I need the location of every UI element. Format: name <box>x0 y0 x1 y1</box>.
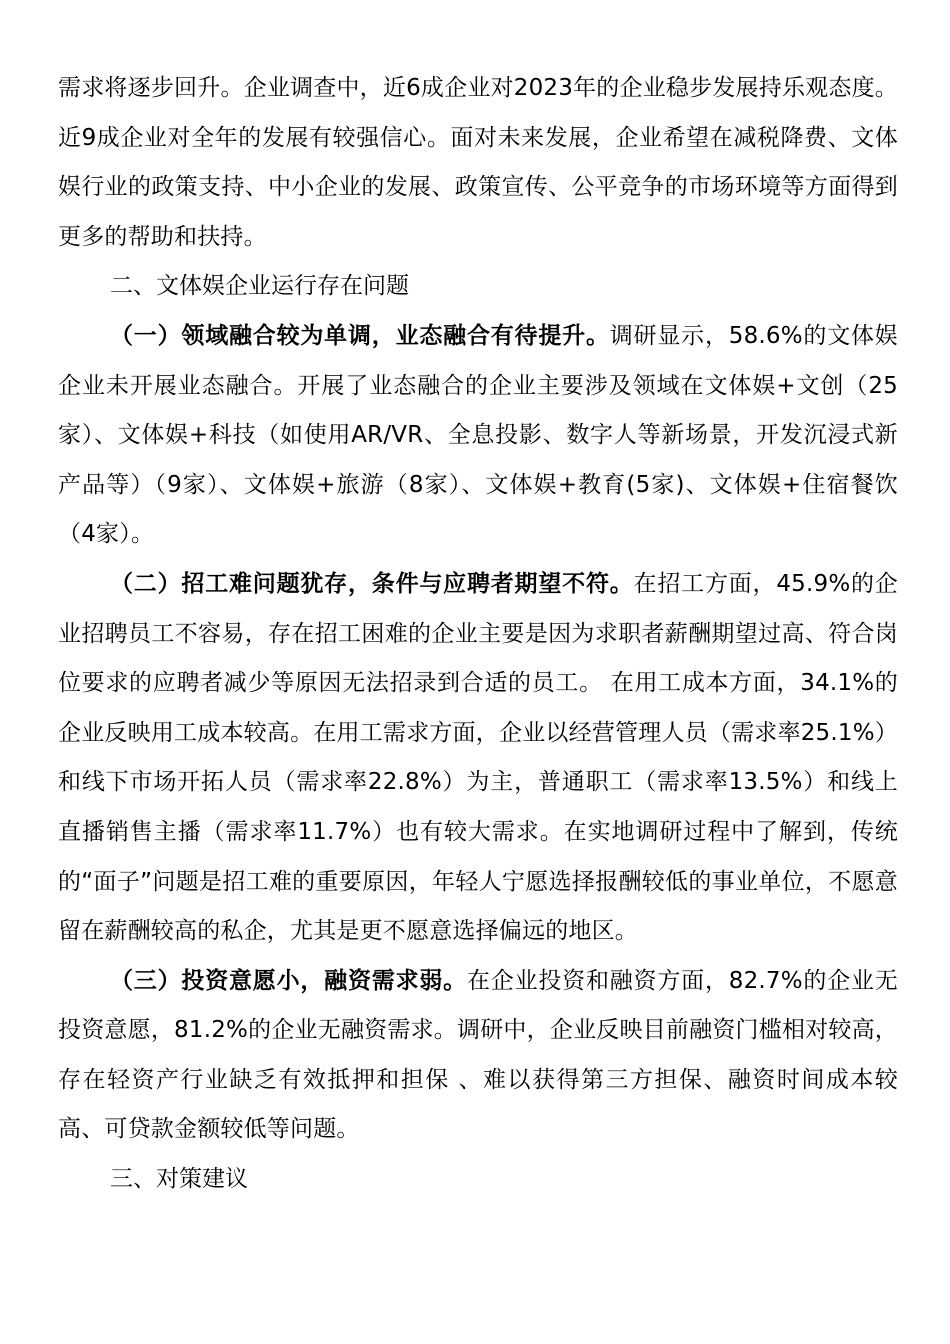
item-3-body: 在企业投资和融资方面，82.7%的企业无投资意愿，81.2%的企业无融资需求。调研中，企业反映目前融资门槛相对较高，存在轻资产行业缺乏有效抵押和担保 、难以获得第三方担保、融资时间成本较高、可贷款金额较低等问题。 <box>58 967 898 1143</box>
item-1-paragraph <box>58 312 898 560</box>
item-2-paragraph <box>58 560 898 957</box>
item-1-body: 调研显示，58.6%的文体娱企业未开展业态融合。开展了业态融合的企业主要涉及领域在文体娱+文创（25家）、文体娱+科技（如使用AR/VR、全息投影、数字人等新场景，开发沉浸式新产品等）（9家）、文体娱+旅游（8家）、文体娱+教育(5家)、文体娱+住宿餐饮（4家）。 <box>58 322 898 548</box>
item-2-body: 在招工方面，45.9%的企业招聘员工不容易，存在招工困难的企业主要是因为求职者薪酬期望过高、符合岗位要求的应聘者减少等原因无法招录到合适的员工。 在用工成本方面，34.1%的企业反映用工成本较高。在用工需求方面，企业以经营管理人员（需求率25.1%）和线下市场开拓人员（需求率22.8%）为主，普通职工（需求率13.5%）和线上直播销售主播（需求率11.7%）也有较大需求。在实地调研过程中了解到，传统的“面子”问题是招工难的重要原因，年轻人宁愿选择报酬较低的事业单位，不愿意留在薪酬较高的私企，尤其是更不愿意选择偏远的地区。 <box>58 570 898 945</box>
document-page <box>58 64 898 1205</box>
item-1-lead: （一）领域融合较为单调，业态融合有待提升。 <box>110 322 610 349</box>
section-heading-problems: 二、文体娱企业运行存在问题 <box>110 273 409 300</box>
intro-paragraph: 需求将逐步回升。企业调查中，近6成企业对2023年的企业稳步发展持乐观态度。近9成企业对全年的发展有较强信心。面对未来发展，企业希望在减税降费、文体娱行业的政策支持、中小企业的发展、政策宣传、公平竞争的市场环境等方面得到更多的帮助和扶持。 <box>58 75 898 250</box>
item-3-lead: （三）投资意愿小，融资需求弱。 <box>110 967 467 994</box>
section-heading-suggestions: 三、对策建议 <box>110 1166 248 1193</box>
item-3-paragraph <box>58 957 898 1155</box>
item-2-lead: （二）招工难问题犹存，条件与应聘者期望不符。 <box>110 570 634 597</box>
